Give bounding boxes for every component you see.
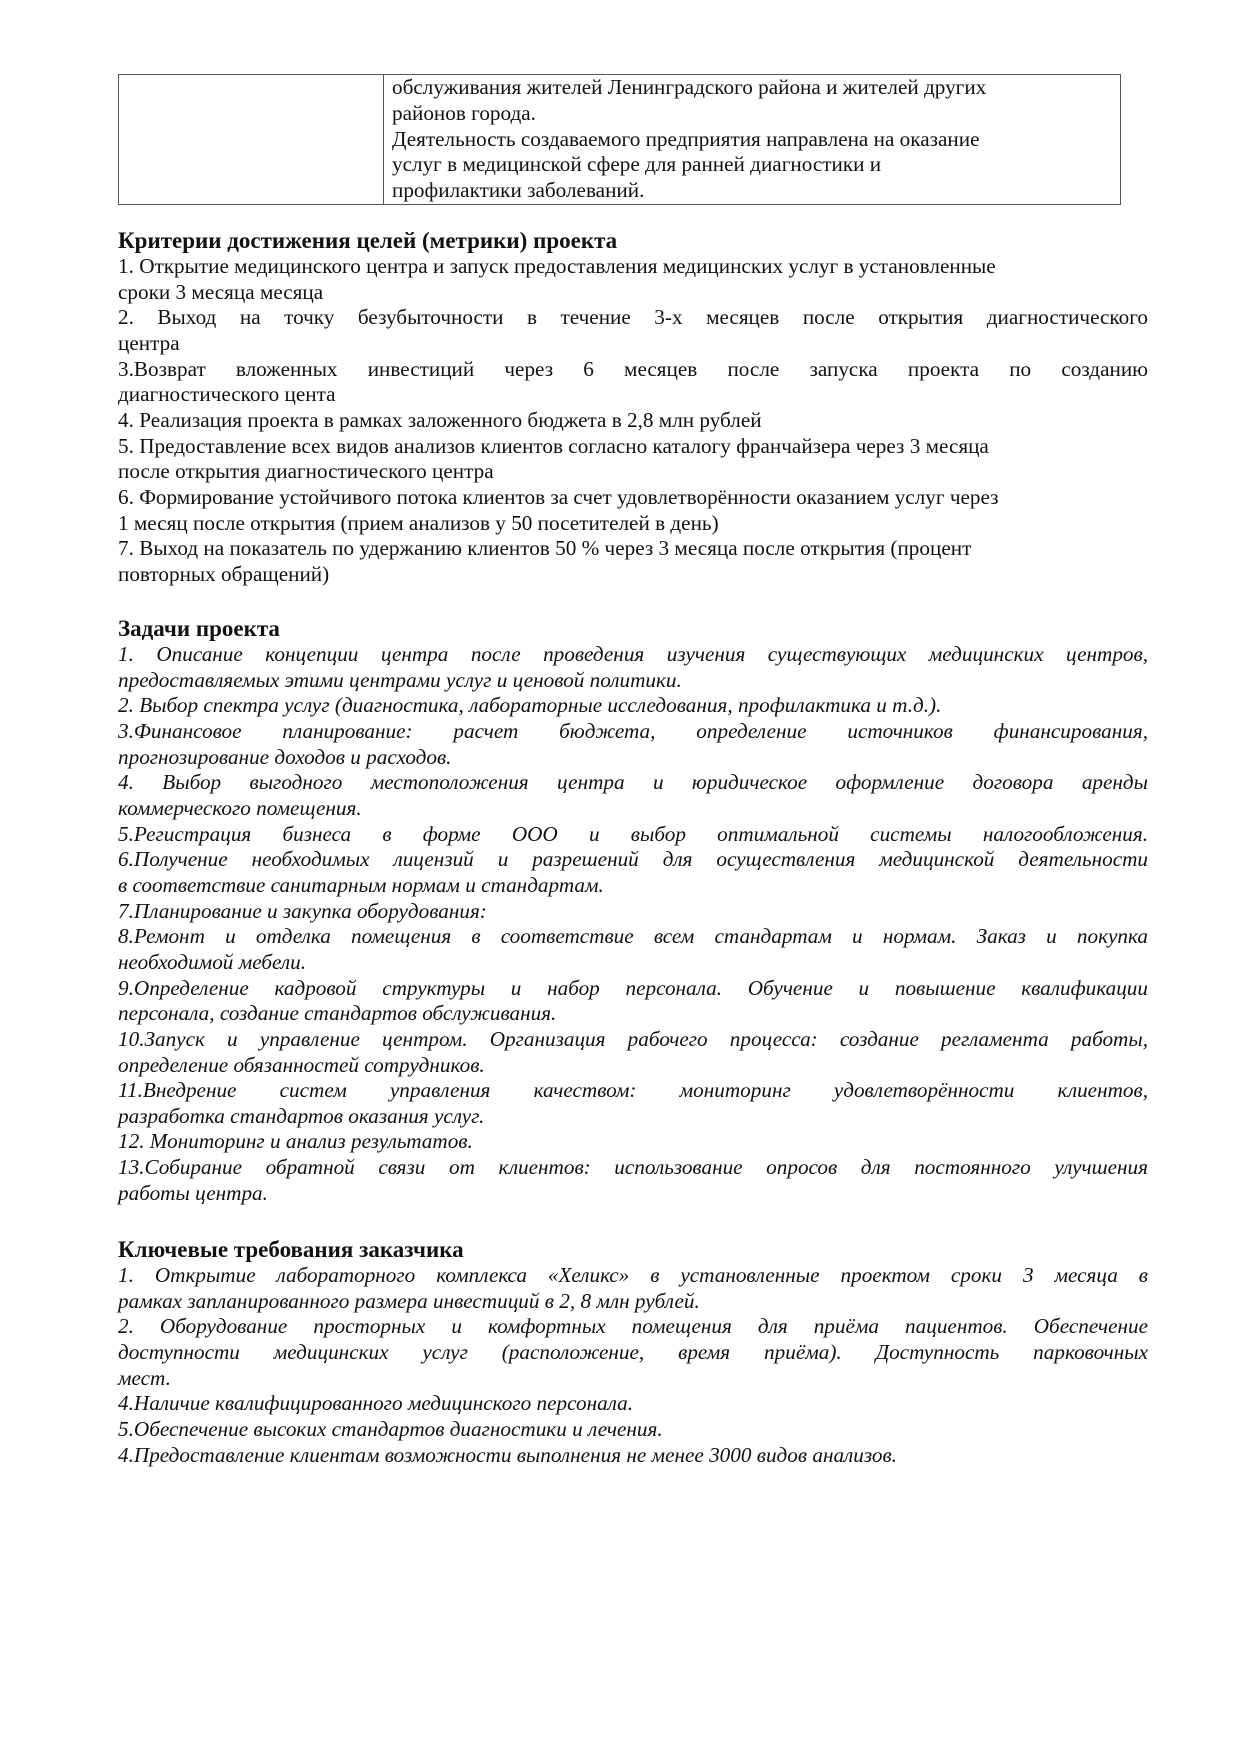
metrics-heading: Критерии достижения целей (метрики) проекта [118, 228, 618, 253]
list-item-line: 7.Планирование и закупка оборудования: [118, 898, 487, 923]
table-cell-line: районов города. [392, 100, 536, 125]
list-item-line: разработка стандартов оказания услуг. [118, 1103, 485, 1128]
list-item-line: доступности медицинских услуг (расположение, время приёма). Доступность парковочных [118, 1339, 1148, 1364]
requirements-section [118, 1236, 1148, 1468]
tasks-section [118, 615, 1148, 1206]
list-item-line: 2. Выход на точку безубыточности в течение 3-х месяцев после открытия диагностического [118, 305, 1148, 330]
project-info-table [118, 74, 1121, 205]
list-item-line: коммерческого помещения. [118, 795, 362, 820]
metrics-section [118, 227, 1148, 588]
list-item-line: 11.Внедрение систем управления качеством: мониторинг удовлетворённости клиентов, [118, 1078, 1148, 1103]
list-item-line: 4.Наличие квалифицированного медицинского персонала. [118, 1391, 634, 1416]
list-item-line: центра [118, 330, 180, 355]
list-item-line: 5. Предоставление всех видов анализов клиентов согласно каталогу франчайзера через 3 месяца [118, 433, 989, 458]
list-item-line: 1. Открытие лабораторного комплекса «Хеликс» в установленные проектом сроки 3 месяца в [118, 1263, 1148, 1287]
list-item-line: 8.Ремонт и отделка помещения в соответствие всем стандартам и нормам. Заказ и покупка [118, 924, 1148, 949]
table-row [119, 75, 1121, 205]
table-cell-line: услуг в медицинской сфере для ранней диагностики и [392, 152, 882, 177]
table-cell-line: обслуживания жителей Ленинградского района и жителей других [392, 75, 987, 99]
requirements-heading: Ключевые требования заказчика [118, 1237, 464, 1262]
list-item-line: 9.Определение кадровой структуры и набор персонала. Обучение и повышение квалификации [118, 975, 1148, 1000]
metrics-list [118, 254, 1148, 588]
list-item-line: 12. Мониторинг и анализ результатов. [118, 1129, 473, 1154]
list-item-line: мест. [118, 1365, 171, 1390]
list-item-line: 1 месяц после открытия (прием анализов у 50 посетителей в день) [118, 510, 719, 535]
list-item-line: в соответствие санитарным нормам и стандартам. [118, 872, 604, 897]
list-item-line: 4.Предоставление клиентам возможности выполнения не менее 3000 видов анализов. [118, 1442, 897, 1467]
list-item-line: 3.Финансовое планирование: расчет бюджета, определение источников финансирования, [118, 718, 1148, 743]
list-item-line: работы центра. [118, 1180, 268, 1205]
list-item-line: 2. Оборудование просторных и комфортных помещения для приёма пациентов. Обеспечение [118, 1314, 1148, 1339]
list-item-line: 13.Собирание обратной связи от клиентов: использование опросов для постоянного улучшения [118, 1155, 1148, 1180]
list-item-line: 6. Формирование устойчивого потока клиентов за счет удовлетворённости оказанием услуг через [118, 484, 999, 509]
list-item-line: сроки 3 месяца месяца [118, 279, 324, 304]
list-item-line: предоставляемых этими центрами услуг и ценовой политики. [118, 667, 682, 692]
table-cell-description [384, 75, 1121, 205]
table-cell-left [119, 75, 384, 205]
table-cell-line: Деятельность создаваемого предприятия направлена на оказание [392, 126, 980, 151]
list-item-line: 5.Обеспечение высоких стандартов диагностики и лечения. [118, 1416, 663, 1441]
list-item-line: необходимой мебели. [118, 949, 306, 974]
list-item-line: диагностического цента [118, 382, 336, 407]
list-item-line: 5.Регистрация бизнеса в форме ООО и выбор оптимальной системы налогообложения. [118, 821, 1148, 846]
list-item-line: 1. Описание концепции центра после проведения изучения существующих медицинских центров, [118, 642, 1148, 666]
list-item-line: 4. Выбор выгодного местоположения центра и юридическое оформление договора аренды [118, 770, 1148, 795]
list-item-line: 7. Выход на показатель по удержанию клиентов 50 % через 3 месяца после открытия (процент [118, 536, 972, 561]
tasks-list [118, 642, 1148, 1206]
list-item-line: после открытия диагностического центра [118, 459, 494, 484]
list-item-line: 3.Возврат вложенных инвестиций через 6 месяцев после запуска проекта по созданию [118, 356, 1148, 381]
list-item-line: 2. Выбор спектра услуг (диагностика, лабораторные исследования, профилактика и т.д.). [118, 693, 942, 718]
table-cell-line: профилактики заболеваний. [392, 178, 645, 203]
tasks-heading: Задачи проекта [118, 616, 280, 641]
list-item-line: прогнозирование доходов и расходов. [118, 744, 452, 769]
requirements-list [118, 1263, 1148, 1468]
list-item-line: определение обязанностей сотрудников. [118, 1052, 485, 1077]
list-item-line: 4. Реализация проекта в рамках заложенного бюджета в 2,8 млн рублей [118, 407, 762, 432]
list-item-line: персонала, создание стандартов обслуживания. [118, 1001, 557, 1026]
list-item-line: 6.Получение необходимых лицензий и разрешений для осуществления медицинской деятельности [118, 847, 1148, 872]
list-item-line: 10.Запуск и управление центром. Организация рабочего процесса: создание регламента работы, [118, 1026, 1148, 1051]
list-item-line: рамках запланированного размера инвестиций в 2, 8 млн рублей. [118, 1288, 700, 1313]
list-item-line: повторных обращений) [118, 561, 330, 586]
list-item-line: 1. Открытие медицинского центра и запуск предоставления медицинских услуг в установленные [118, 254, 996, 278]
